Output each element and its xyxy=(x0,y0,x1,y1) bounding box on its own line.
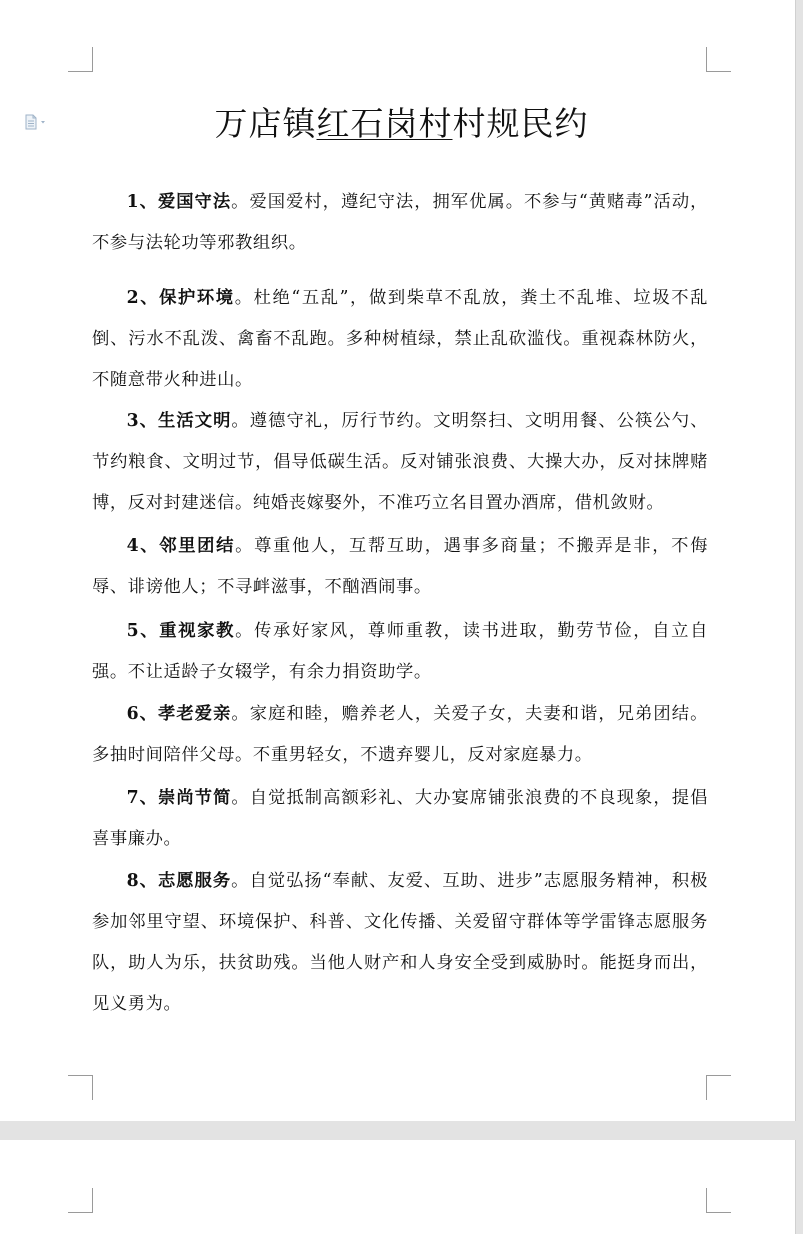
rule-heading: 邻里团结 xyxy=(159,536,236,556)
rule-heading: 崇尚节简 xyxy=(158,788,232,808)
rule-paragraph-4: 4、邻里团结。尊重他人，互帮互助，遇事多商量；不搬弄是非，不侮辱、诽谤他人；不寻衅滋事，不酗酒闹事。 xyxy=(92,536,708,597)
rule-paragraph-3: 3、生活文明。遵德守礼，厉行节约。文明祭扫、文明用餐、公筷公勺、节约粮食、文明过节，倡导低碳生活。反对铺张浪费、大操大办，反对抹牌赌博，反对封建迷信。纯婚丧嫁娶外，不准巧立名目置办酒席，借机敛财。 xyxy=(92,411,708,513)
page-corner-mark-bottom-right xyxy=(706,1075,731,1100)
rule-heading: 保护环境 xyxy=(159,288,235,308)
title-underlined-village: 红石岗村 xyxy=(316,104,453,143)
page-corner-mark-top-right xyxy=(706,1188,731,1213)
document-page-2 xyxy=(0,1140,796,1234)
rule-heading: 生活文明 xyxy=(158,411,232,431)
rule-heading: 志愿服务 xyxy=(157,871,232,891)
rule-paragraph-1: 1、爱国守法。爱国爱村，遵纪守法，拥军优属。不参与“黄赌毒”活动，不参与法轮功等邪教组织。 xyxy=(92,192,709,253)
document-title: 万店镇红石岗村村规民约 xyxy=(214,104,589,143)
page-corner-mark-top-left xyxy=(68,47,93,72)
rule-paragraph-7: 7、崇尚节简。自觉抵制高额彩礼、大办宴席铺张浪费的不良现象，提倡喜事廉办。 xyxy=(92,788,708,849)
rule-heading: 重视家教 xyxy=(159,621,236,641)
page-corner-mark-bottom-left xyxy=(68,1075,93,1100)
rule-heading: 爱国守法 xyxy=(157,192,232,212)
rule-paragraph-8: 8、志愿服务。自觉弘扬“奉献、友爱、互助、进步”志愿服务精神，积极参加邻里守望、环境保护、科普、文化传播、关爱留守群体等学雷锋志愿服务队，助人为乐，扶贫助残。当他人财产和人身安全受到威胁时。能挺身而出，见义勇为。 xyxy=(92,871,709,1014)
page-corner-mark-top-right xyxy=(706,47,731,72)
rule-paragraph-6: 6、孝老爱亲。家庭和睦，赡养老人，关爱子女，夫妻和谐，兄弟团结。多抽时间陪伴父母。不重男轻女，不遗弃婴儿，反对家庭暴力。 xyxy=(92,704,708,765)
rule-heading: 孝老爱亲 xyxy=(158,704,232,724)
rule-paragraph-2: 2、保护环境。杜绝“五乱”，做到柴草不乱放，粪土不乱堆、垃圾不乱倒、污水不乱泼、禽畜不乱跑。多种树植绿，禁止乱砍滥伐。重视森林防火，不随意带火种进山。 xyxy=(92,288,708,390)
page-corner-mark-top-left xyxy=(68,1188,93,1213)
rule-paragraph-5: 5、重视家教。传承好家风，尊师重教，读书进取，勤劳节俭，自立自强。不让适龄子女辍学，有余力捐资助学。 xyxy=(92,621,708,682)
